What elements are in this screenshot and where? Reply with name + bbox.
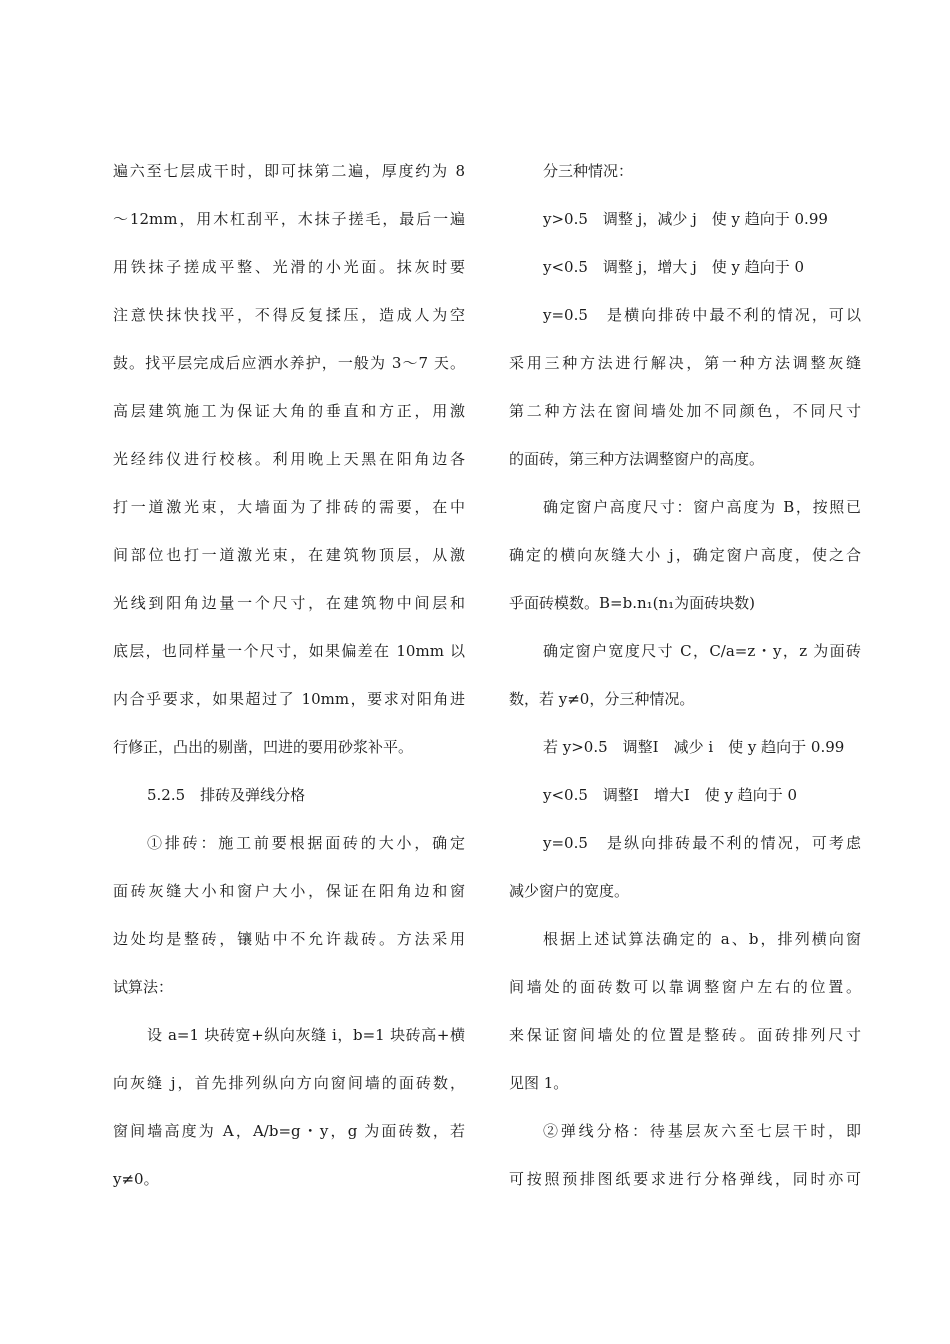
- paragraph-line: 用铁抹子搓成平整、光滑的小光面。抹灰时要: [113, 258, 465, 276]
- paragraph-line: ①排砖：施工前要根据面砖的大小，确定: [147, 834, 465, 852]
- paragraph-line: y=0.5 是横向排砖中最不利的情况，可以: [543, 306, 861, 324]
- paragraph-line: 高层建筑施工为保证大角的垂直和方正，用激: [113, 402, 465, 420]
- paragraph-line: 内合乎要求，如果超过了 10mm，要求对阳角进: [113, 690, 465, 708]
- paragraph-line: 可按照预排图纸要求进行分格弹线，同时亦可: [509, 1170, 861, 1188]
- paragraph-line: 光线到阳角边量一个尺寸，在建筑物中间层和: [113, 594, 465, 612]
- paragraph-line: 窗间墙高度为 A，A/b=g・y，g 为面砖数，若: [113, 1122, 465, 1140]
- paragraph-line: 采用三种方法进行解决，第一种方法调整灰缝: [509, 354, 861, 372]
- paragraph-line: 见图 1。: [509, 1074, 569, 1092]
- paragraph-line: 的面砖，第三种方法调整窗户的高度。: [509, 450, 765, 468]
- paragraph-line: 来保证窗间墙处的位置是整砖。面砖排列尺寸: [509, 1026, 861, 1044]
- paragraph-line: 减少窗户的宽度。: [509, 882, 630, 900]
- paragraph-line: 确定窗户高度尺寸：窗户高度为 B，按照已: [543, 498, 861, 516]
- right-column: [509, 153, 861, 1209]
- paragraph-line: y=0.5 是纵向排砖最不利的情况，可考虑: [543, 834, 861, 852]
- paragraph-line: 确定的横向灰缝大小 j，确定窗户高度，使之合: [509, 546, 861, 564]
- paragraph-line: ②弹线分格：待基层灰六至七层干时，即: [543, 1122, 861, 1140]
- paragraph-line: 打一道激光束，大墙面为了排砖的需要，在中: [113, 498, 465, 516]
- paragraph-line: 边处均是整砖，镶贴中不允许裁砖。方法采用: [113, 930, 465, 948]
- section-heading: 5.2.5 排砖及弹线分格: [147, 786, 306, 804]
- paragraph-line: 底层，也同样量一个尺寸，如果偏差在 10mm 以: [113, 642, 465, 660]
- paragraph-line: 面砖灰缝大小和窗户大小，保证在阳角边和窗: [113, 882, 465, 900]
- paragraph-line: 设 a=1 块砖宽+纵向灰缝 i，b=1 块砖高+横: [147, 1026, 465, 1044]
- paragraph-line: ～12mm，用木杠刮平，木抹子搓毛，最后一遍: [113, 210, 465, 228]
- paragraph-line: 光经纬仪进行校核。利用晚上天黑在阳角边各: [113, 450, 465, 468]
- formula-line: y>0.5 调整 j，减少 j 使 y 趋向于 0.99: [543, 210, 828, 228]
- paragraph-line: y≠0。: [113, 1170, 159, 1188]
- paragraph-line: 注意快抹快找平，不得反复揉压，造成人为空: [113, 306, 465, 324]
- paragraph-line: 根据上述试算法确定的 a、b，排列横向窗: [543, 930, 861, 948]
- paragraph-line: 第二种方法在窗间墙处加不同颜色，不同尺寸: [509, 402, 861, 420]
- paragraph-line: 试算法：: [113, 978, 174, 996]
- paragraph-line: 分三种情况：: [543, 162, 634, 180]
- paragraph-line: 间墙处的面砖数可以靠调整窗户左右的位置。: [509, 978, 861, 996]
- paragraph-line: 间部位也打一道激光束，在建筑物顶层，从激: [113, 546, 465, 564]
- paragraph-line: 确定窗户宽度尺寸 C，C/a=z・y，z 为面砖: [543, 642, 861, 660]
- paragraph-line: 鼓。找平层完成后应洒水养护，一般为 3～7 天。: [113, 354, 465, 372]
- formula-line: y<0.5 调整 j，增大 j 使 y 趋向于 0: [543, 258, 805, 276]
- formula-line: 若 y>0.5 调整Ⅰ 减少 i 使 y 趋向于 0.99: [543, 738, 845, 756]
- paragraph-line: 乎面砖模数。B=b.n₁(n₁为面砖块数): [509, 594, 756, 612]
- paragraph-line: 向灰缝 j，首先排列纵向方向窗间墙的面砖数，: [113, 1074, 465, 1092]
- paragraph-line: 数，若 y≠0，分三种情况。: [509, 690, 695, 708]
- paragraph-line: 遍六至七层成干时，即可抹第二遍，厚度约为 8: [113, 162, 465, 180]
- left-column: [113, 153, 465, 1209]
- formula-line: y<0.5 调整Ⅰ 增大Ⅰ 使 y 趋向于 0: [543, 786, 798, 804]
- paragraph-line: 行修正，凸出的剔凿，凹进的要用砂浆补平。: [113, 738, 414, 756]
